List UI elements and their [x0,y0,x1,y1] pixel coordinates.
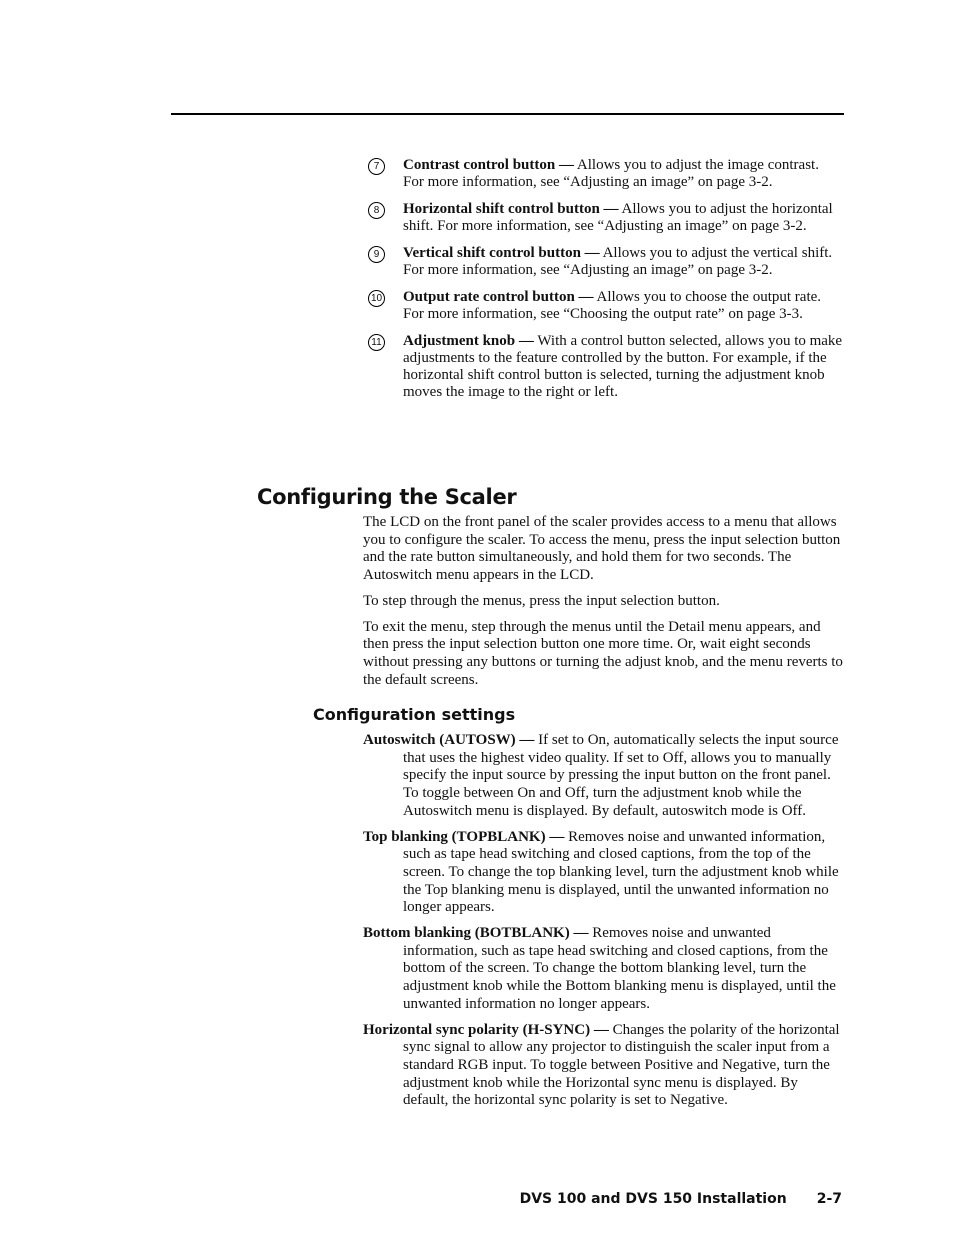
item-text: Allows you to adjust the horizontal shift. For more information, see “Adjusting an image” on page 3-2. [403,201,833,234]
list-item [368,333,843,401]
item-text: Allows you to adjust the vertical shift. For more information, see “Adjusting an image” on page 3-2. [403,245,833,278]
setting-text: Removes noise and unwanted information, such as tape head switching and closed captions, from the top of the screen. To change the top blanking level, turn the adjustment knob while the Top blanking menu is displayed, until the unwanted information no longer appears. [403,828,839,916]
item-text: Allows you to choose the output rate. For more information, see “Choosing the output rate” on page 3-3. [403,289,822,322]
setting-text: If set to On, automatically selects the input source that uses the highest video quality. If set to Off, allows you to manually specify the input source by pressing the input button on the front panel. To toggle between On and Off, turn the adjustment knob while the Autoswitch menu is displayed. By default, autoswitch mode is Off. [403,732,839,819]
header-rule [171,113,844,115]
item-number-badge: 11 [368,334,385,351]
list-item [368,289,843,323]
setting-term: Autoswitch (AUTOSW) — [363,732,535,748]
setting-text: Changes the polarity of the horizontal sync signal to allow any projector to distinguish the scaler input from a standard RGB input. To toggle between Positive and Negative, turn the adjustment knob while the Horizontal sync menu is displayed. By default, the horizontal sync polarity is set to Negative. [403,1021,840,1109]
list-item [368,201,843,235]
numbered-list [368,157,843,411]
paragraph: To exit the menu, step through the menus until the Detail menu appears, and then press the input selection button one more time. Or, wait eight seconds without pressing any buttons or turning the adjust knob, and the menu reverts to the default screens. [363,618,843,688]
paragraph: To step through the menus, press the input selection button. [363,592,720,609]
setting-item [363,1022,843,1111]
setting-term: Horizontal sync polarity (H-SYNC) — [363,1021,609,1038]
item-text: Allows you to adjust the image contrast. For more information, see “Adjusting an image” on page 3-2. [403,157,819,190]
item-text: With a control button selected, allows you to make adjustments to the feature controlled by the button. For example, if the horizontal shift control button is selected, turning the adjustment knob moves the image to the right or left. [403,333,843,400]
list-item [368,157,843,191]
page-number: 2-7 [816,1191,842,1207]
page-footer [520,1191,842,1207]
item-number-badge: 8 [368,202,385,219]
section-title: Configuring the Scaler [257,485,517,509]
item-term: Adjustment knob — [403,333,534,349]
setting-term: Top blanking (TOPBLANK) — [363,828,565,845]
settings-list [363,732,843,1118]
subsection-title: Configuration settings [313,705,516,724]
item-term: Horizontal shift control button — [403,201,619,217]
setting-item [363,925,843,1014]
item-number-badge: 10 [368,290,385,307]
setting-text: Removes noise and unwanted information, such as tape head switching and closed captions, from the bottom of the screen. To change the bottom blanking level, turn the adjustment knob while the Bottom blanking menu is displayed, until the unwanted information no longer appears. [403,925,836,1012]
paragraph: The LCD on the front panel of the scaler provides access to a menu that allows you to configure the scaler. To access the menu, press the input selection button and the rate button simultaneously, and hold them for two seconds. The Autoswitch menu appears in the LCD. [363,514,841,584]
item-number-badge: 7 [368,158,385,175]
setting-item [363,829,843,918]
list-item [368,245,843,279]
item-term: Contrast control button — [403,157,574,173]
setting-term: Bottom blanking (BOTBLANK) — [363,925,589,942]
item-term: Output rate control button — [403,289,594,305]
setting-item [363,732,843,821]
section-body [363,514,843,697]
item-number-badge: 9 [368,246,385,263]
item-term: Vertical shift control button — [403,245,600,261]
footer-title: DVS 100 and DVS 150 Installation [519,1191,787,1207]
